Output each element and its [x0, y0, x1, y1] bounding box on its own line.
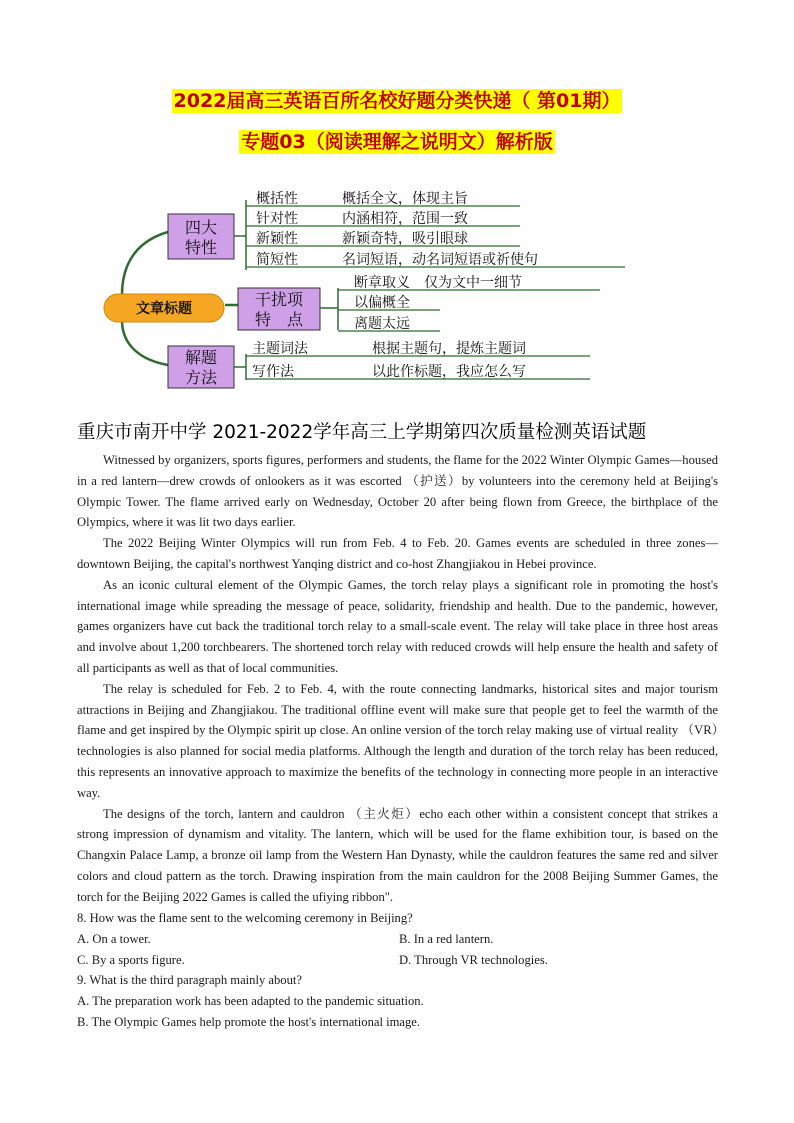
- branch3-desc-1: 根据主题句，提炼主题词: [372, 341, 526, 357]
- question-9: [77, 970, 718, 1032]
- questions: [77, 908, 718, 1033]
- box3-line2: 方法: [184, 368, 218, 387]
- document-subtitle: [0, 127, 794, 154]
- question-stem: 9. What is the third paragraph mainly about?: [77, 973, 302, 988]
- branch3-term-2: 写作法: [252, 364, 294, 380]
- option-row: [77, 950, 718, 971]
- option-b: B. The Olympic Games help promote the host's international image.: [77, 1014, 421, 1029]
- branch1-term-1: 概括性: [256, 191, 298, 207]
- option-d: D. Through VR technologies.: [399, 952, 548, 967]
- box1-line1: 四大: [184, 218, 218, 237]
- branch2-item-3: 离题太远: [354, 316, 410, 332]
- paragraph-1: Witnessed by organizers, sports figures, performers and students, the flame for the 2022 Winter Olympic Games—housed in a red lantern—drew crowds of onlookers as it was escorted （护送）by volunteers into the ceremony held at Beijing's Olympic Tower. The flame arrived early on Wednesday, October 20 after being flown from Greece, the birthplace of the Olympics, where it was lit two days earlier.: [77, 453, 718, 530]
- branch1-term-2: 针对性: [256, 211, 298, 227]
- box2-line2: 特 点: [254, 310, 304, 329]
- branch2-item-1: 断章取义 仅为文中一细节: [354, 275, 522, 291]
- question-stem: 8. How was the flame sent to the welcoming ceremony in Beijing?: [77, 911, 413, 925]
- document-title: [0, 86, 794, 113]
- title-line-1: 2022届高三英语百所名校好题分类快递（ 第01期）: [173, 90, 621, 112]
- option-b: B. In a red lantern.: [399, 931, 494, 946]
- branch1-term-3: 新颖性: [256, 231, 298, 247]
- branch1-term-4: 简短性: [256, 252, 298, 268]
- mind-map: [0, 170, 794, 400]
- branch1-desc-2: 内涵相符，范围一致: [342, 211, 468, 227]
- branch3-term-1: 主题词法: [252, 341, 308, 357]
- branch1-desc-4: 名词短语，动名词短语或祈使句: [342, 252, 538, 268]
- box2-line1: 干扰项: [254, 290, 304, 309]
- box3-line1: 解题: [184, 348, 218, 367]
- question-8: [77, 908, 718, 970]
- center-node-label: 文章标题: [136, 301, 192, 317]
- reading-passage: [77, 450, 718, 908]
- option-a: A. The preparation work has been adapted to the pandemic situation.: [77, 994, 424, 1009]
- branch2-item-2: 以偏概全: [354, 295, 410, 311]
- exam-heading: 重庆市南开中学 2021-2022学年高三上学期第四次质量检测英语试题: [77, 422, 647, 443]
- option-c: C. By a sports figure.: [77, 952, 185, 967]
- branch3-desc-2: 以此作标题，我应怎么写: [372, 364, 526, 380]
- box1-line2: 特性: [184, 238, 218, 257]
- title-line-2: 专题03（阅读理解之说明文）解析版: [241, 131, 553, 153]
- paragraph-4: The relay is scheduled for Feb. 2 to Feb. 4, with the route connecting landmarks, historical sites and major tourism attractions in Beijing and Zhangjiakou. The traditional offline event will make sure that people get to feel the warmth of the flame and get inspired by the Olympic spirit up close. An online version of the torch relay making use of virtual reality （VR）technologies is also planned for social media platforms. Although the length and duration of the torch relay has been reduced, this represents an innovative approach to maximize the benefits of the technology in connecting more people in an interactive way.: [77, 681, 718, 800]
- option-a: A. On a tower.: [77, 931, 151, 946]
- option-row: [77, 929, 718, 950]
- paragraph-3: As an iconic cultural element of the Olympic Games, the torch relay plays a significant role in promoting the host's international image while spreading the message of peace, solidarity, friendship and health. Due to the pandemic, however, games organizers have cut back the traditional torch relay to a small-scale event. The relay will take place in three host areas and involve about 1,200 torchbearers. The shortened torch relay with reduced crowds will help ensure the health and safety of all participants as well as that of local communities.: [77, 577, 718, 675]
- paragraph-5: The designs of the torch, lantern and cauldron （主火炬）echo each other within a consistent concept that strikes a strong impression of dynamism and vitality. The lantern, which will be used for the flame exhibition tour, is based on the Changxin Palace Lamp, a bronze oil lamp from the Western Han Dynasty, while the cauldron features the same red and silver colors and cloud pattern as the torch. Drawing inspiration from the main cauldron for the 2008 Beijing Summer Games, the torch for the Beijing 2022 Games is called the ufiying ribbon".: [77, 806, 718, 904]
- branch1-desc-3: 新颖奇特，吸引眼球: [342, 231, 468, 247]
- branch1-desc-1: 概括全文，体现主旨: [342, 191, 468, 207]
- paragraph-2: The 2022 Beijing Winter Olympics will run from Feb. 4 to Feb. 20. Games events are scheduled in three zones—downtown Beijing, the capital's northwest Yanqing district and co-host Zhangjiakou in Hebei province.: [77, 536, 718, 571]
